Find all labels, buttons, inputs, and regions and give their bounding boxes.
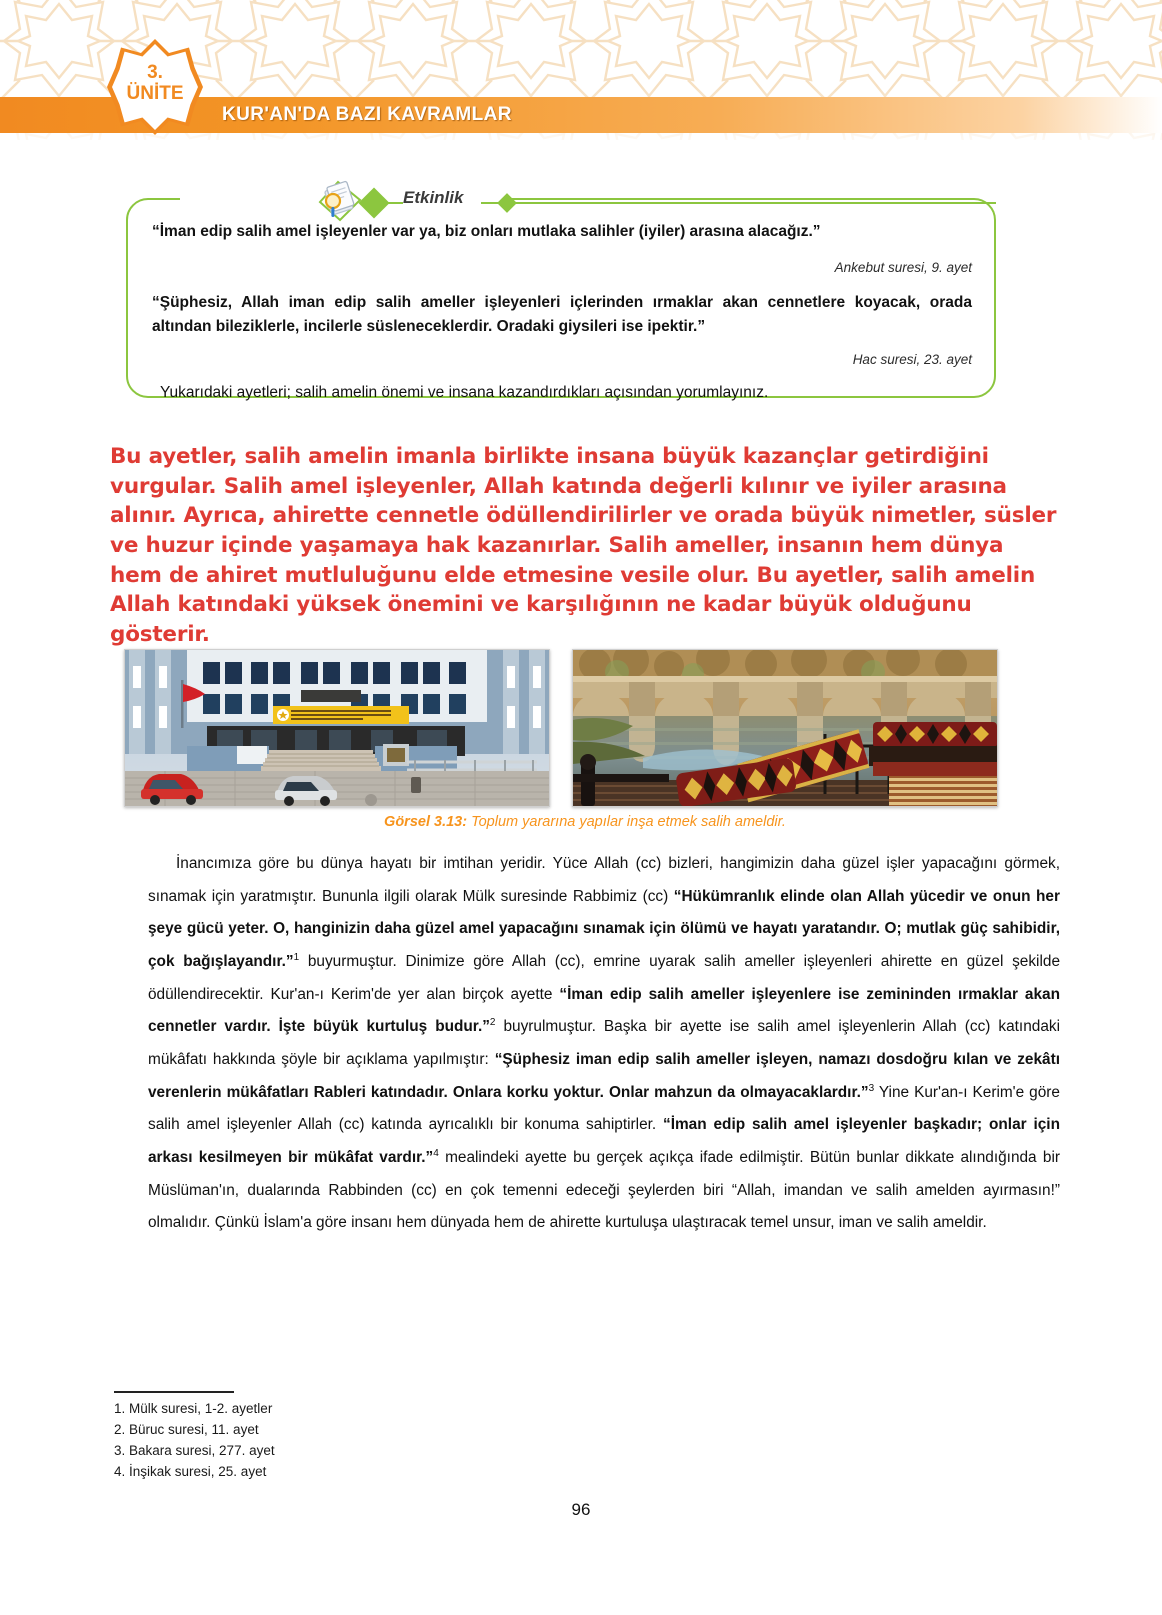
student-answer-text: Bu ayetler, salih amelin imanla birlikte insana büyük kazançlar getirdiğini vurgular. Salih amel işleyenler, Allah katında değerli kılınır ve iyiler arasına alınır. Ayrıca, ahirette cennetle ödüllendirilirler ve orada büyük nimetler, süsler ve huzur içinde yaşamaya hak kazanırlar. Salih ameller, insanın hem dünya hem de ahiret mutluluğunu elde etmesine vesile olur. Bu ayetler, salih amelin Allah katındaki yüksek önemini ve karşılığının ne kadar büyük olduğunu gösterir. — [110, 444, 1057, 647]
activity-source-2: Hac suresi, 23. ayet — [852, 352, 972, 367]
footnote-ref-3: 3 — [868, 1082, 875, 1094]
unit-number: 3. — [147, 62, 163, 83]
footnote-item: 3. Bakara suresi, 277. ayet — [114, 1443, 275, 1459]
footnote-ref-1: 1 — [293, 951, 300, 963]
activity-verse-2: “Şüphesiz, Allah iman edip salih ameller işleyenleri içlerinden ırmaklar akan cennetlere koyacak, orada altından bileziklerle, incilerle süsleneceklerdir. Oradaki giysileri ise ipektir.” — [152, 294, 972, 336]
unit-badge-text — [107, 63, 203, 104]
activity-verse-1: “İman edip salih amel işleyenler var ya, biz onları mutlaka salihler (iyiler) arasına alacağız.” — [152, 223, 821, 240]
main-body-text — [148, 848, 1060, 1240]
school-building-photo — [124, 649, 550, 807]
magnifier-book-icon — [316, 178, 364, 224]
body-part-2: buyurmuştur. Dinimize göre Allah (cc), emrine uyarak salih ameller işleyenleri ahirette en güzel şekilde ödüllendirecektir. Kur'an-ı Kerim'de yer alan birçok ayette — [148, 952, 1061, 1003]
footnote-item: 2. Büruc suresi, 11. ayet — [114, 1422, 259, 1438]
footnote-item: 1. Mülk suresi, 1-2. ayetler — [114, 1401, 273, 1416]
footnote-list — [114, 1398, 614, 1482]
footnote-rule — [114, 1391, 234, 1393]
footnote-ref-2: 2 — [489, 1017, 496, 1029]
body-part-4: Yine Kur'an-ı Kerim'e göre salih amel işleyenler Allah (cc) katında ayrıcalıklı bir konuma sahiptirler. — [148, 1083, 1060, 1134]
quote-2: “İman edip salih ameller işleyenlere ise zemininden ırmaklar akan cennetler vardır. İşte büyük kurtuluş budur.” — [148, 985, 1060, 1036]
unit-badge — [107, 39, 203, 135]
page-title: KUR'AN'DA BAZI KAVRAMLAR — [222, 104, 512, 125]
body-part-5: mealindeki ayette bu gerçek açıkça ifade edilmiştir. Bütün bunlar dikkate alındığında bir Müslüman'ın, dualarında Rabbinden (cc) en çok temenni edeceği şeylerden biri “Allah, imandan ve salih amelden ayırmasın!” olmalıdır. Çünkü İslam'a göre insanı hem dünyada hem de ahirette kurtuluşa ulaştıracak temel unsur, iman ve salih ameldir. — [148, 1148, 1061, 1232]
activity-section — [126, 176, 998, 422]
footnote-ref-4: 4 — [433, 1147, 439, 1159]
figure-caption — [110, 814, 1060, 830]
figure-caption-label: Görsel 3.13: — [384, 814, 468, 830]
activity-divider-right — [514, 202, 996, 204]
figure-image-row — [124, 649, 1038, 807]
activity-label: Etkinlik — [403, 188, 464, 207]
body-part-1: İnancımıza göre bu dünya hayatı bir imtihan yeridir. Yüce Allah (cc) bizleri, hangimizin daha güzel işler yapacağını görmek, sınamak için yaratmıştır. Bununla ilgili olarak Mülk suresinde Rabbimiz (cc) — [148, 855, 1060, 905]
activity-source-1: Ankebut suresi, 9. ayet — [834, 260, 972, 275]
activity-task-text: Yukarıdaki ayetleri; salih amelin önemi ve insana kazandırdıkları açısından yorumlayınız. — [160, 384, 769, 401]
riverside-bridge-kilim-seating-photo — [572, 649, 998, 807]
quote-4: “İman edip salih amel işleyenler başkadır; onlar için arkası kesilmeyen bir mükâfat vardır.” — [148, 1116, 1060, 1166]
body-part-3: buyrulmuştur. Başka bir ayette ise salih amel işleyenlerin Allah (cc) katındaki mükâfatı hakkında şöyle bir açıklama yapılmıştır: — [148, 1018, 1060, 1068]
footnote-item: 4. İnşikak suresi, 25. ayet — [114, 1464, 267, 1480]
page-number: 96 — [571, 1500, 591, 1519]
unit-word: ÜNİTE — [126, 82, 184, 104]
quote-3: “Şüphesiz iman edip salih ameller işleyen, namazı dosdoğru kılan ve zekâtı verenlerin mükâfatları Rableri katındadır. Onlara korku yoktur. Onlar mahzun da olmayacaklardır.” — [148, 1050, 1060, 1101]
figure-caption-text: Toplum yararına yapılar inşa etmek salih ameldir. — [467, 814, 786, 830]
quote-1: “Hükümranlık elinde olan Allah yücedir ve onun her şeye gücü yeter. O, hanginizin daha güzel amel yapacağını sınamak için ölümü ve hayatı yaratandır. O; mutlak güç sahibidir, çok bağışlayandır.” — [148, 887, 1060, 970]
